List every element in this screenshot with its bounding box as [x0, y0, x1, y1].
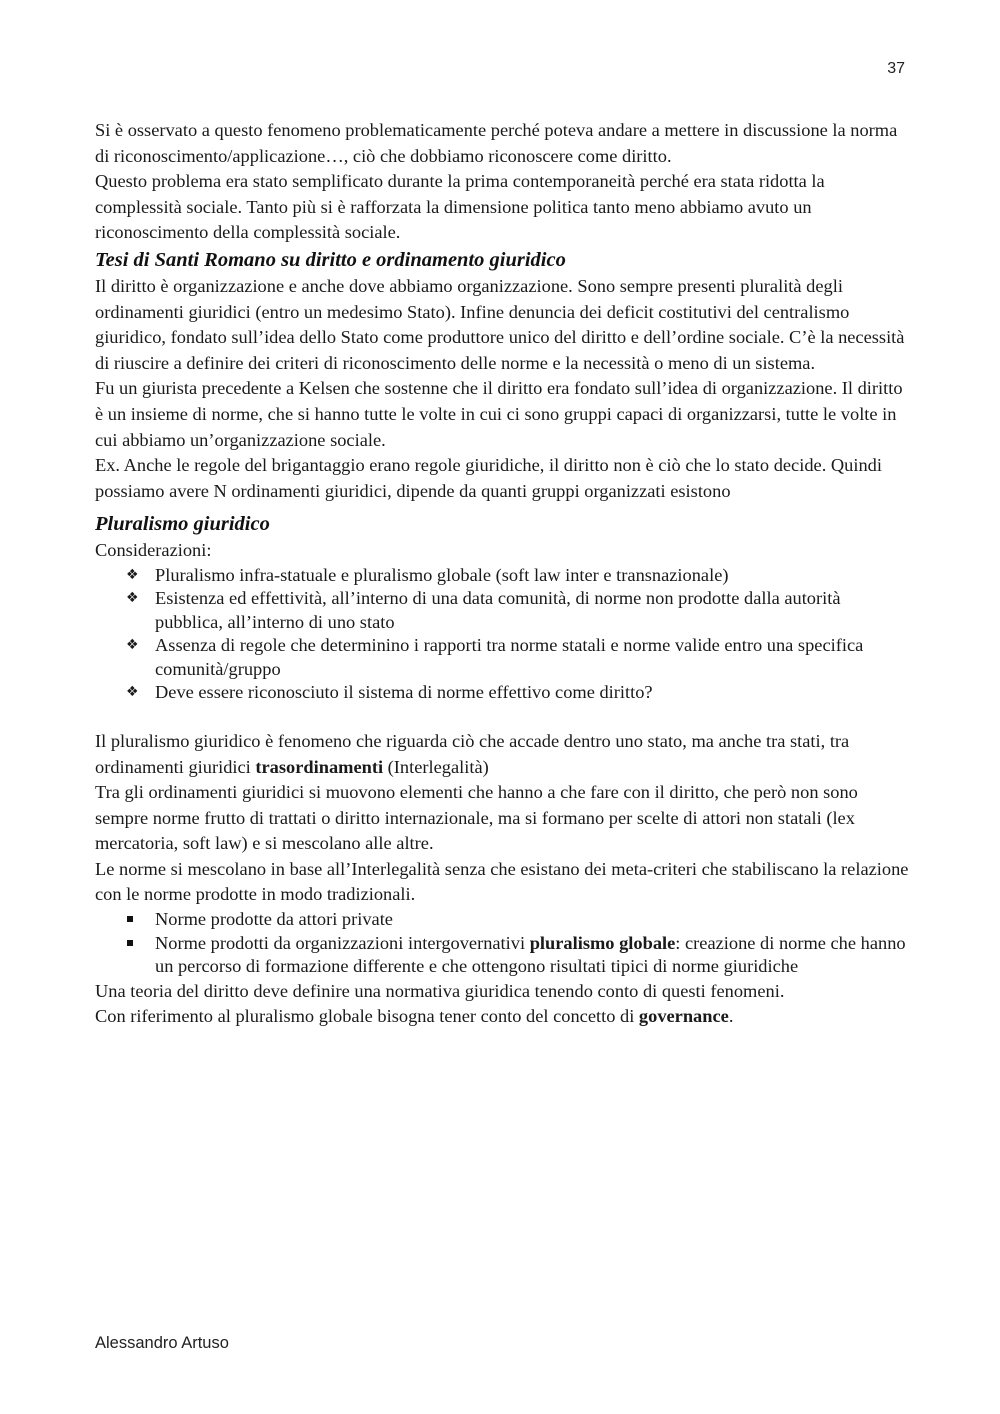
- diamond-bullet-list: [95, 564, 910, 705]
- list-item: [95, 564, 910, 588]
- text-run: Norme prodotti da organizzazioni intergovernativi: [155, 932, 530, 953]
- list-item: [95, 681, 910, 705]
- paragraph-2: Questo problema era stato semplificato durante la prima contemporaneità perché era stata ridotta la complessità sociale. Tanto più si è rafforzata la dimensione politica tanto meno abbiamo avuto un riconoscimento della complessità sociale.: [95, 171, 825, 243]
- square-bullet-list: [95, 908, 910, 979]
- diamond-bullet-icon: ❖: [126, 566, 139, 583]
- list-item-text: Esistenza ed effettività, all’interno di una data comunità, di norme non prodotte dalla autorità pubblica, all’interno di uno stato: [155, 588, 841, 632]
- text-run: Il pluralismo giuridico è fenomeno che riguarda ciò che accade dentro uno stato, ma anche tra stati, tra ordinamenti giuridici: [95, 730, 850, 777]
- diamond-bullet-icon: ❖: [126, 590, 139, 607]
- footer-author: Alessandro Artuso: [95, 1334, 229, 1352]
- square-bullet-icon: [127, 916, 133, 922]
- paragraph-3: Il diritto è organizzazione e anche dove abbiamo organizzazione. Sono sempre presenti pluralità degli ordinamenti giuridici (entro un medesimo Stato). Infine denuncia dei deficit costitutivi del centralismo giuridico, fondato sull’idea dello Stato come produttore unico del diritto e dell’ordine sociale. C’è la necessità di riuscire a definire dei criteri di riconoscimento delle norme e la necessità o meno di un sistema.: [95, 275, 905, 373]
- paragraph-10: Una teoria del diritto deve definire una normativa giuridica tenendo conto di questi fenomeni.: [95, 980, 785, 1001]
- section-heading-pluralismo: Pluralismo giuridico: [95, 513, 270, 536]
- paragraph-9: Le norme si mescolano in base all’Interlegalità senza che esistano dei meta-criteri che stabiliscano la relazione con le norme prodotte in modo tradizionali.: [95, 858, 909, 905]
- bold-term-trasordinamenti: trasordinamenti: [255, 756, 384, 777]
- text-run: Con riferimento al pluralismo globale bisogna tener conto del concetto di: [95, 1006, 639, 1027]
- spacer: [95, 705, 910, 729]
- paragraph-considerazioni: Considerazioni:: [95, 540, 212, 561]
- paragraph-11: [95, 1004, 910, 1030]
- diamond-bullet-icon: ❖: [126, 637, 139, 654]
- page-number: 37: [887, 60, 905, 77]
- paragraph-4: Fu un giurista precedente a Kelsen che sostenne che il diritto era fondato sull’idea di organizzazione. Il diritto è un insieme di norme, che si hanno tutte le volte in cui ci sono gruppi capaci di organizzarsi, tutte le volte in cui abbiamo un’organizzazione sociale.: [95, 378, 903, 450]
- list-item: [95, 932, 910, 979]
- text-run: .: [728, 1006, 734, 1027]
- text-run: (Interlegalità): [383, 756, 489, 777]
- list-item-text: Assenza di regole che determinino i rapporti tra norme statali e norme valide entro una specifica comunità/gruppo: [155, 635, 864, 679]
- diamond-bullet-icon: ❖: [126, 684, 139, 701]
- paragraph-1: Si è osservato a questo fenomeno problematicamente perché poteva andare a mettere in discussione la norma di riconoscimento/applicazione…, ciò che dobbiamo riconoscere come diritto.: [95, 120, 898, 166]
- square-bullet-icon: [127, 940, 133, 946]
- list-item-text: Deve essere riconosciuto il sistema di norme effettivo come diritto?: [155, 682, 653, 703]
- text-run: : creazione di norme che hanno un percorso di formazione differente e che ottengono risultati tipici di norme giuridiche: [155, 932, 906, 977]
- bold-term-pluralismo-globale: pluralismo globale: [529, 932, 676, 953]
- list-item: [95, 634, 910, 681]
- paragraph-7: [95, 729, 910, 780]
- list-item: [95, 587, 910, 634]
- list-item-text: Pluralismo infra-statuale e pluralismo globale (soft law inter e transnazionale): [155, 564, 729, 585]
- section-heading-santi-romano: Tesi di Santi Romano su diritto e ordinamento giuridico: [95, 248, 566, 271]
- paragraph-8: Tra gli ordinamenti giuridici si muovono elementi che hanno a che fare con il diritto, che però non sono sempre norme frutto di trattati o diritto internazionale, ma si formano per scelte di attori non statali (lex mercatoria, soft law) e si mescolano alle altre.: [95, 782, 858, 854]
- list-item-text: Norme prodotte da attori private: [155, 909, 393, 930]
- page-content: [95, 118, 910, 1030]
- paragraph-5: Ex. Anche le regole del brigantaggio erano regole giuridiche, il diritto non è ciò che lo stato decide. Quindi possiamo avere N ordinamenti giuridici, dipende da quanti gruppi organizzati esistono: [95, 455, 882, 501]
- bold-term-governance: governance: [638, 1006, 729, 1027]
- list-item: [95, 908, 910, 932]
